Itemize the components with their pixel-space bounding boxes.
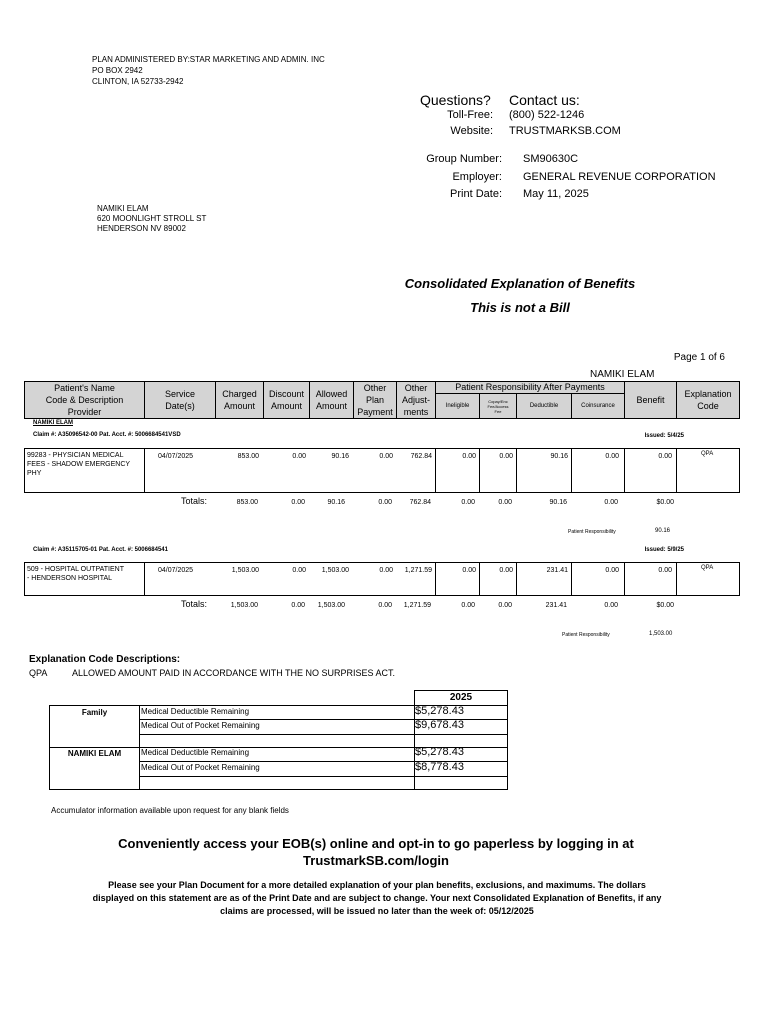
employer: GENERAL REVENUE CORPORATION xyxy=(523,171,716,183)
claim-2-copay: 0.00 xyxy=(499,567,513,574)
claim-2-charged: 1,503.00 xyxy=(231,567,259,574)
tollfree-number[interactable]: (800) 522-1246 xyxy=(509,109,585,121)
claim-2-totals-label: Totals: xyxy=(181,599,208,609)
member-address-line-1: 620 MOONLIGHT STROLL ST xyxy=(97,214,207,223)
claim-1-total-charged: 853.00 xyxy=(236,499,258,506)
print-date: May 11, 2025 xyxy=(523,188,589,200)
claim-2-other-adj: 1,271.59 xyxy=(404,567,432,574)
claim-2-total-benefit: $0.00 xyxy=(656,602,674,609)
member-oop-value: $8,778.43 xyxy=(415,761,464,773)
claim-2-total-coinsurance: 0.00 xyxy=(604,602,618,609)
member-name: NAMIKI ELAM xyxy=(97,204,149,213)
claim-2-total-copay: 0.00 xyxy=(498,602,512,609)
claim-2-description: 509 - HOSPITAL OUTPATIENT - HENDERSON HOSPITAL xyxy=(27,566,124,582)
claim-1-resp-label: Patient Responsibility xyxy=(568,529,616,535)
claim-1-code: QPA xyxy=(701,451,714,457)
claim-2-line: Claim #: A35115705-01 Pat. Acct. #: 5006684541 xyxy=(33,547,168,553)
claim-1-totals-label: Totals: xyxy=(181,496,208,506)
claim-1-issued: Issued: 5/4/25 xyxy=(644,433,684,439)
accumulator-table xyxy=(49,705,508,790)
claim-2-deductible: 231.41 xyxy=(546,567,568,574)
family-oop-label: Medical Out of Pocket Remaining xyxy=(141,721,260,730)
online-access-link[interactable]: TrustmarkSB.com/login xyxy=(303,853,449,868)
document-title: Consolidated Explanation of Benefits xyxy=(404,276,636,291)
print-date-label: Print Date: xyxy=(450,188,502,200)
col-benefit: Benefit xyxy=(624,382,676,418)
col-resp-group: Patient Responsibility After Payments xyxy=(435,382,624,394)
online-access-line-1: Conveniently access your EOB(s) online and opt-in to go paperless by logging in at xyxy=(118,836,634,851)
claim-1-charged: 853.00 xyxy=(237,453,259,460)
claim-2-total-allowed: 1,503.00 xyxy=(317,602,345,609)
admin-line-3: CLINTON, IA 52733-2942 xyxy=(92,77,184,86)
accumulator-note: Accumulator information available upon request for any blank fields xyxy=(51,806,289,815)
claim-2-total-discount: 0.00 xyxy=(291,602,305,609)
col-service-date: Service Date(s) xyxy=(144,382,215,418)
family-deductible-label: Medical Deductible Remaining xyxy=(141,707,250,716)
claim-1-discount: 0.00 xyxy=(292,453,306,460)
website-link[interactable]: TRUSTMARKSB.COM xyxy=(509,125,621,137)
col-explanation: Explanation Code xyxy=(676,382,739,418)
claim-2-total-other-plan: 0.00 xyxy=(378,602,392,609)
claim-2-coinsurance: 0.00 xyxy=(605,567,619,574)
claim-1-row xyxy=(24,448,740,493)
claim-2-allowed: 1,503.00 xyxy=(321,567,349,574)
patient-header-name: NAMIKI ELAM xyxy=(590,369,655,380)
explanation-heading: Explanation Code Descriptions: xyxy=(29,654,181,665)
col-ineligible: Ineligible xyxy=(435,394,479,418)
claim-2-date: 04/07/2025 xyxy=(158,567,194,574)
claim-2-total-other-adj: 1,271.59 xyxy=(403,602,431,609)
explanation-text: ALLOWED AMOUNT PAID IN ACCORDANCE WITH THE NO SURPRISES ACT. xyxy=(72,668,396,678)
member-address-line-2: HENDERSON NV 89002 xyxy=(97,224,186,233)
claim-2-issued: Issued: 5/9/25 xyxy=(644,547,684,553)
claim-1-copay: 0.00 xyxy=(499,453,513,460)
claim-2-discount: 0.00 xyxy=(292,567,306,574)
claim-2-resp-label: Patient Responsibility xyxy=(562,632,610,638)
claim-1-responsibility: 90.16 xyxy=(655,528,671,534)
claim-2-other-plan: 0.00 xyxy=(379,567,393,574)
col-other-adjustments: Other Adjust- ments xyxy=(396,382,435,418)
contact-us-label: Contact us: xyxy=(509,92,580,108)
col-charged: Charged Amount xyxy=(215,382,263,418)
document-subtitle: This is not a Bill xyxy=(470,300,570,315)
claim-1-total-copay: 0.00 xyxy=(498,499,512,506)
claim-2-benefit: 0.00 xyxy=(658,567,672,574)
claim-2-total-charged: 1,503.00 xyxy=(230,602,258,609)
claim-1-total-other-adj: 762.84 xyxy=(409,499,431,506)
family-deductible-value: $5,278.43 xyxy=(415,705,464,717)
claim-1-other-adj: 762.84 xyxy=(410,453,432,460)
col-discount: Discount Amount xyxy=(263,382,309,418)
claim-1-line: Claim #: A35096542-00 Pat. Acct. #: 5006684541VSD xyxy=(33,432,181,438)
claim-1-date: 04/07/2025 xyxy=(158,453,194,460)
questions-label: Questions? xyxy=(420,92,491,108)
group-number: SM90630C xyxy=(523,153,579,165)
claim-1-total-allowed: 90.16 xyxy=(327,499,345,506)
admin-line-2: PO BOX 2942 xyxy=(92,66,143,75)
claim-2-total-deductible: 231.41 xyxy=(545,602,567,609)
explanation-code: QPA xyxy=(29,668,48,678)
accumulator-family-label: Family xyxy=(81,708,108,717)
col-copay: Copay/Enc Fee/Access Fee xyxy=(479,394,516,418)
administrator-address xyxy=(92,55,325,87)
page-number: Page 1 of 6 xyxy=(673,352,725,363)
accumulator-year-cell xyxy=(414,690,508,705)
employer-label: Employer: xyxy=(452,171,502,183)
claim-1-allowed: 90.16 xyxy=(331,453,349,460)
claim-2-responsibility: 1,503.00 xyxy=(649,631,673,637)
accumulator-member-label: NAMIKI ELAM xyxy=(67,749,122,758)
col-coinsurance: Coinsurance xyxy=(571,394,624,418)
claim-1-total-benefit: $0.00 xyxy=(656,499,674,506)
member-address xyxy=(97,204,206,234)
family-oop-value: $9,678.43 xyxy=(415,719,464,731)
claim-1-total-other-plan: 0.00 xyxy=(378,499,392,506)
claim-1-total-deductible: 90.16 xyxy=(549,499,567,506)
claims-table-header xyxy=(24,381,740,419)
col-deductible: Deductible xyxy=(516,394,571,418)
col-patient: Patient's Name Code & Description Provider xyxy=(45,383,124,417)
claim-2-ineligible: 0.00 xyxy=(462,567,476,574)
claim-1-total-coinsurance: 0.00 xyxy=(604,499,618,506)
member-deductible-label: Medical Deductible Remaining xyxy=(141,748,250,757)
claim-1-total-discount: 0.00 xyxy=(291,499,305,506)
claim-1-benefit: 0.00 xyxy=(658,453,672,460)
admin-line-1: PLAN ADMINISTERED BY:STAR MARKETING AND ADMIN. INC xyxy=(92,55,325,64)
member-deductible-value: $5,278.43 xyxy=(415,746,464,758)
patient-name-label: NAMIKI ELAM xyxy=(33,420,73,426)
claim-1-description: 99283 - PHYSICIAN MEDICAL FEES - SHADOW EMERGENCY PHY xyxy=(27,452,130,477)
claim-1-ineligible: 0.00 xyxy=(462,453,476,460)
claim-1-other-plan: 0.00 xyxy=(379,453,393,460)
claim-2-row xyxy=(24,562,740,596)
disclaimer: Please see your Plan Document for a more detailed explanation of your plan benefits, exclusions, and maximums. The dollars displayed on this statement are as of the Print Date and are subject to change. Your next Consolidated Explanation of Benefits, if any claims are processed, will be issued no later than the week of: 05/12/2025 xyxy=(92,880,662,916)
claim-1-total-ineligible: 0.00 xyxy=(461,499,475,506)
member-oop-label: Medical Out of Pocket Remaining xyxy=(141,763,260,772)
accumulator-year: 2025 xyxy=(449,692,473,703)
tollfree-label: Toll-Free: xyxy=(447,109,493,121)
col-other-plan: Other Plan Payment xyxy=(353,382,396,418)
claim-2-total-ineligible: 0.00 xyxy=(461,602,475,609)
claim-1-deductible: 90.16 xyxy=(550,453,568,460)
claim-2-code: QPA xyxy=(701,565,714,571)
website-label: Website: xyxy=(450,125,493,137)
group-number-label: Group Number: xyxy=(426,153,502,165)
col-allowed: Allowed Amount xyxy=(309,382,353,418)
claim-1-coinsurance: 0.00 xyxy=(605,453,619,460)
